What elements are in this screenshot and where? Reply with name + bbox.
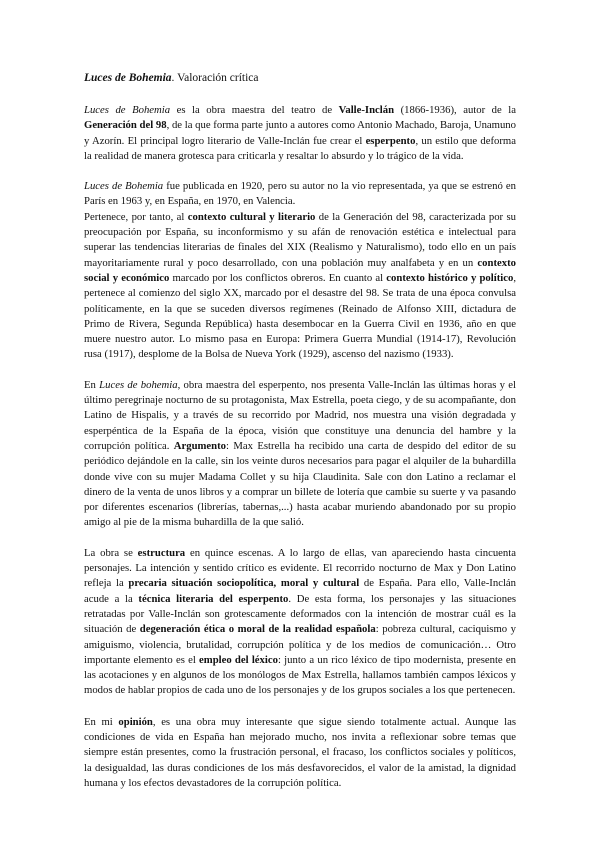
title-work-name: Luces de Bohemia [84, 72, 172, 84]
paragraph-plot [84, 378, 516, 531]
bold-phrase: Valle-Inclán [338, 104, 395, 116]
text-run: En [84, 378, 100, 391]
bold-phrase: degeneración ética o moral de la realidad española [139, 623, 376, 636]
bold-phrase: empleo del léxico [199, 653, 278, 666]
paragraph-structure [84, 546, 516, 699]
paragraph-publication [84, 179, 516, 210]
bold-phrase: estructura [137, 546, 186, 559]
paragraph-introduction [84, 103, 516, 164]
title-suffix: . Valoración crítica [171, 72, 259, 84]
bold-phrase: Argumento [173, 439, 227, 452]
bold-phrase: contexto social y económico [84, 256, 516, 284]
bold-phrase: contexto histórico y político [386, 271, 514, 284]
text-run: En mi [84, 715, 119, 728]
document-title [84, 71, 516, 86]
bold-phrase: técnica literaria del esperpento [138, 592, 289, 605]
paragraph-opinion [84, 715, 516, 791]
text-run: fue publicada en 1920, pero su autor no la vio representada, ya que se estrenó en París en 1963 y, en España, en 1970, en Valencia. [84, 180, 517, 208]
text-run: en quince escenas. A lo largo de ellas, van apareciendo hasta cincuenta personajes. La intención y sentido crítico es evidente. El recorrido nocturno de Max y Don Latino refleja la [84, 546, 516, 590]
italic-title: Luces de bohemia [99, 378, 178, 391]
text-run: : pobreza cultural, caciquismo y amiguismo, violencia, brutalidad, corrupción política y de los medios de comunicación… Otro importante elemento es el [84, 623, 517, 666]
bold-phrase: precaria situación sociopolítica, moral y cultural [128, 577, 360, 590]
text-run: , obra maestra del esperpento, nos presenta Valle-Inclán las últimas horas y el último peregrinaje nocturno de su protagonista, Max Estrella, poeta ciego, y de su acompañante, don Latino de Hispalis, y a través de su recorrido por Madrid, nos muestra una visión degradada y esperpéntica de la España de la época, visión que constituye una denuncia del hambre y la corrupción política. [84, 378, 517, 452]
bold-phrase: esperpento [365, 134, 416, 147]
text-run: , es una obra muy interesante que sigue siendo totalmente actual. Aunque las condiciones de vida en España han mejorado mucho, nos invita a reflexionar sobre temas que siempre están presentes, como la frustración personal, el fracaso, los conflictos sociales y políticos, la desigualdad, las duras condiciones de los más desfavorecidos, el valor de la amistad, la dignidad humana y los efectos devastadores de la corrupción política. [84, 715, 517, 789]
italic-title: Luces de Bohemia [84, 180, 164, 193]
paragraph-context [84, 210, 516, 363]
text-run: , un estilo que deforma la realidad de manera grotesca para criticarla y resaltar lo absurdo y lo trágico de la vida. [84, 134, 516, 162]
bold-phrase: opinión [118, 715, 153, 728]
text-run: de España. Para ello, Valle-Inclán acude a la [84, 577, 517, 605]
text-run: (1866-1936), autor de la [394, 104, 517, 116]
text-run: La obra se [84, 546, 138, 559]
bold-phrase: Generación del 98 [84, 119, 167, 132]
text-run: Pertenece, por tanto, al [84, 210, 188, 223]
text-run: de la Generación del 98, caracterizada por su preocupación por España, su inconformismo y su afán de renovación estética e intelectual para superar las tendencias literarias de finales del XIX (Realismo y Naturalismo), todo ello en un país mayoritariamente rural y poco desarrollado, con una población muy analfabeta y en un [84, 210, 516, 269]
text-run: . De esta forma, los personajes y las situaciones retratadas por Valle-Inclán son grotescamente deformados con la intención de mostrar cuál es la situación de [84, 592, 516, 636]
text-run: marcado por los conflictos obreros. En cuanto al [169, 271, 387, 284]
italic-title: Luces de Bohemia [84, 104, 171, 116]
text-run: , de la que forma parte junto a autores como Antonio Machado, Baroja, Unamuno y Azorín. El principal logro literario de Valle-Inclán fue crear el [84, 119, 516, 147]
text-run: : junto a un rico léxico de tipo modernista, presente en las acotaciones y en algunos de los monólogos de Max Estrella, hallamos también campos léxicos y modos de hablar propios de cada uno de los personajes y de los grupos sociales a los que pertenecen. [84, 653, 517, 697]
bold-phrase: contexto cultural y literario [187, 210, 316, 223]
text-run: , pertenece al comienzo del siglo XX, marcado por el desastre del 98. Se trata de una época convulsa políticamente, en la que se suceden diversos regímenes (Reinado de Alfonso XIII, dictadura de Primo de Rivera, Segunda República) hasta desembocar en la Guerra Civil en 1936, año en que muere nuestro autor. Lo mismo pasa en Europa: Primera Guerra Mundial (1914-17), Revolución rusa (1917), desplome de la Bolsa de Nueva York (1929), ascenso del nazismo (1933). [84, 271, 517, 361]
text-run: : Max Estrella ha recibido una carta de despido del editor de su periódico dejándole en la calle, sin los veinte duros necesarios para pagar el alquiler de la buhardilla donde vive con su mujer Madama Collet y su hija Claudinita. Sale con don Latino a reclamar el dinero de la venta de unos libros y a comprar un billete de lotería que cambie su suerte y va pasando por diferentes escenarios (librerías, tabernas,...) hasta acabar muriendo abandonado por su propio amigo al pie de la misma buhardilla de la que salió. [84, 439, 516, 529]
text-run: es la obra maestra del teatro de [170, 104, 339, 116]
